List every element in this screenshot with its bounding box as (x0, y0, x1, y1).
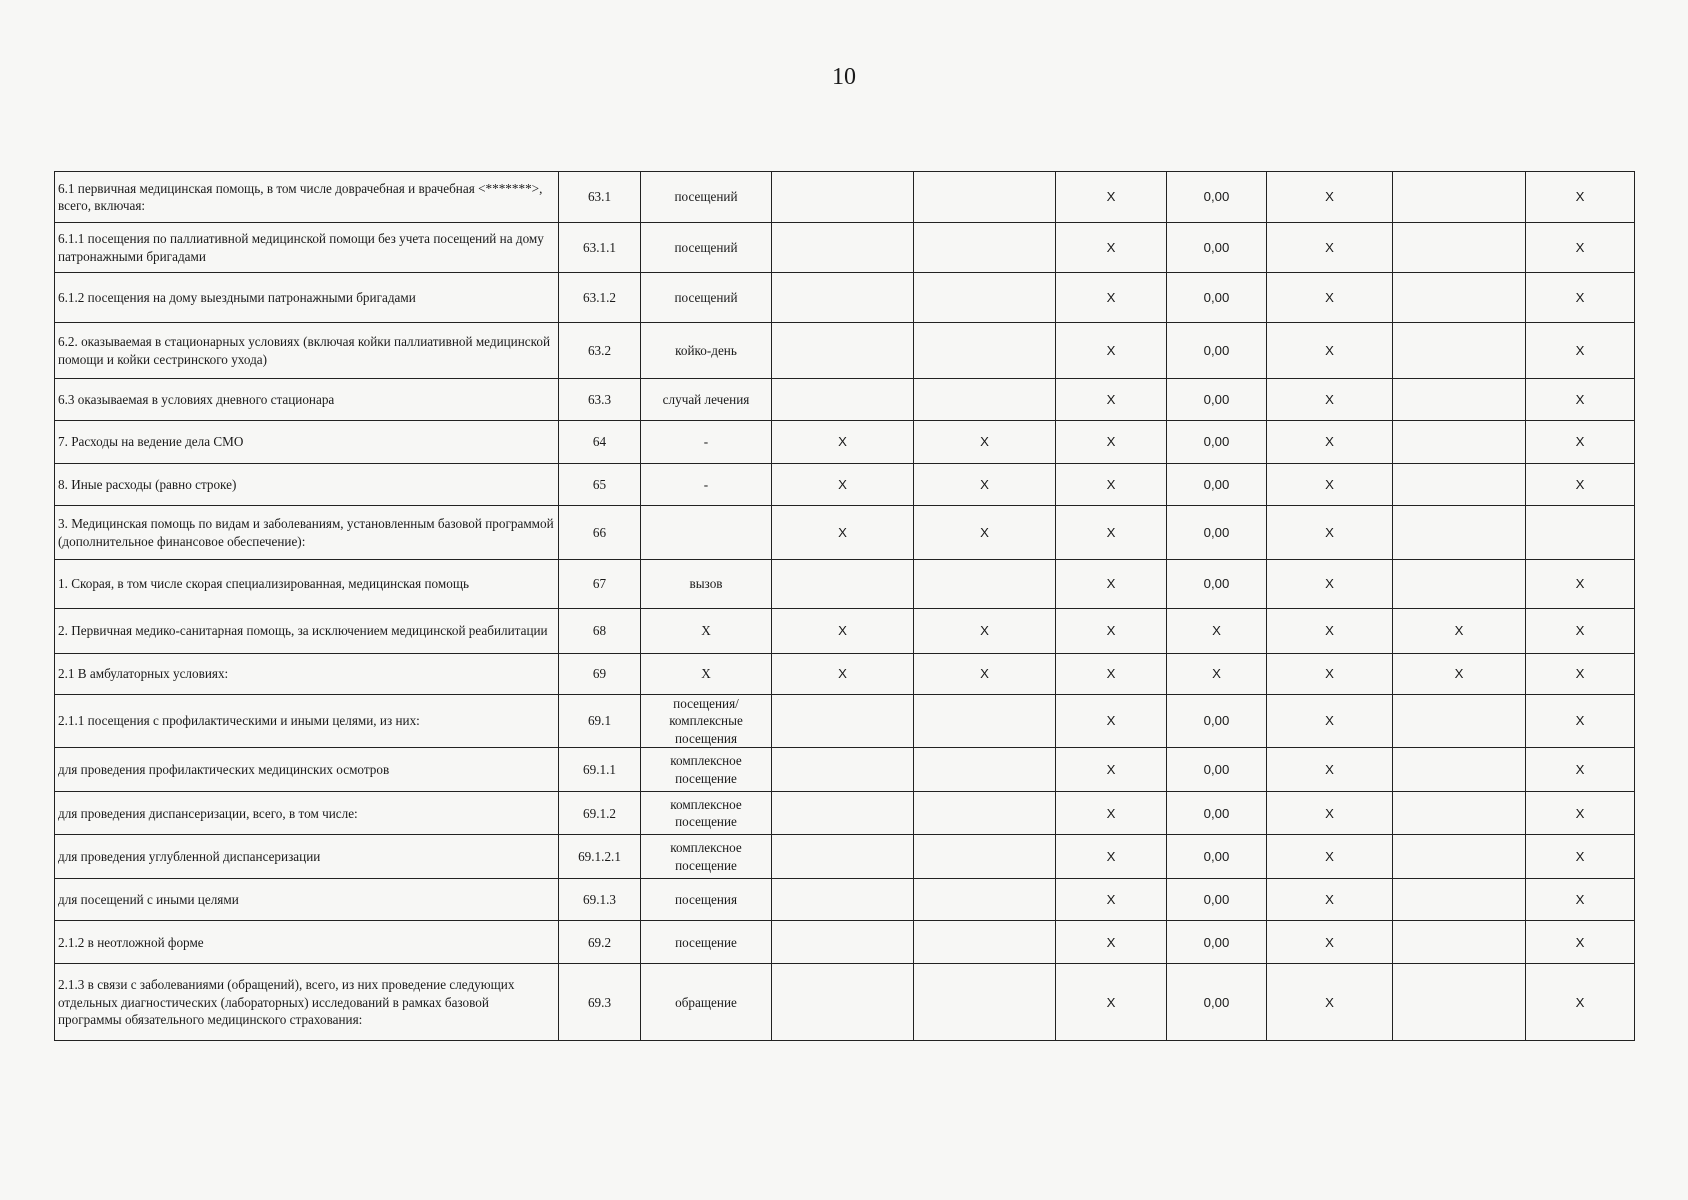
table-row (55, 379, 1635, 421)
value-cell-6 (1393, 421, 1526, 464)
value-cell-3: X (1056, 560, 1167, 609)
row-name-cell: 8. Иные расходы (равно строке) (55, 464, 559, 506)
value-cell-3: X (1056, 273, 1167, 323)
value-cell-6: X (1393, 609, 1526, 654)
table-row (55, 835, 1635, 879)
value-cell-2 (914, 964, 1056, 1041)
page-number: 10 (832, 64, 856, 90)
row-code-cell: 68 (559, 609, 641, 654)
row-name-cell: 3. Медицинская помощь по видам и заболеваниям, установленным базовой программой (дополнительное финансовое обеспечение): (55, 506, 559, 560)
value-cell-3: X (1056, 421, 1167, 464)
value-cell-3: X (1056, 609, 1167, 654)
value-cell-2: X (914, 464, 1056, 506)
value-cell-5: X (1267, 879, 1393, 921)
value-cell-5: X (1267, 835, 1393, 879)
row-code-cell: 69.1 (559, 695, 641, 748)
value-cell-2 (914, 921, 1056, 964)
value-cell-7: X (1526, 654, 1635, 695)
value-cell-1 (772, 223, 914, 273)
value-cell-2: X (914, 421, 1056, 464)
value-cell-3: X (1056, 654, 1167, 695)
value-cell-7: X (1526, 223, 1635, 273)
table-row (55, 421, 1635, 464)
value-cell-1 (772, 379, 914, 421)
value-cell-4: 0,00 (1167, 172, 1267, 223)
table-row (55, 223, 1635, 273)
row-code-cell: 69.2 (559, 921, 641, 964)
value-cell-2 (914, 223, 1056, 273)
row-code-cell: 64 (559, 421, 641, 464)
value-cell-4: 0,00 (1167, 695, 1267, 748)
value-cell-6 (1393, 273, 1526, 323)
table-row (55, 792, 1635, 835)
table-row (55, 506, 1635, 560)
value-cell-1 (772, 748, 914, 792)
value-cell-7: X (1526, 560, 1635, 609)
value-cell-1 (772, 835, 914, 879)
value-cell-2 (914, 323, 1056, 379)
value-cell-1: X (772, 506, 914, 560)
value-cell-4: 0,00 (1167, 223, 1267, 273)
value-cell-7: X (1526, 273, 1635, 323)
value-cell-7: X (1526, 379, 1635, 421)
row-unit-cell: - (641, 464, 772, 506)
value-cell-2 (914, 695, 1056, 748)
table-row (55, 748, 1635, 792)
value-cell-4: 0,00 (1167, 273, 1267, 323)
value-cell-1 (772, 273, 914, 323)
value-cell-7: X (1526, 695, 1635, 748)
data-table (54, 171, 1635, 1041)
value-cell-6 (1393, 748, 1526, 792)
row-code-cell: 63.1.2 (559, 273, 641, 323)
row-code-cell: 69.1.1 (559, 748, 641, 792)
value-cell-3: X (1056, 835, 1167, 879)
row-code-cell: 69.1.3 (559, 879, 641, 921)
value-cell-2 (914, 273, 1056, 323)
value-cell-5: X (1267, 172, 1393, 223)
value-cell-4: 0,00 (1167, 879, 1267, 921)
value-cell-6 (1393, 172, 1526, 223)
value-cell-1: X (772, 464, 914, 506)
value-cell-7: X (1526, 835, 1635, 879)
row-unit-cell: посещение (641, 921, 772, 964)
value-cell-6: X (1393, 654, 1526, 695)
value-cell-5: X (1267, 695, 1393, 748)
value-cell-6 (1393, 223, 1526, 273)
value-cell-4: X (1167, 609, 1267, 654)
row-unit-cell: обращение (641, 964, 772, 1041)
value-cell-1 (772, 323, 914, 379)
table-row (55, 609, 1635, 654)
value-cell-5: X (1267, 223, 1393, 273)
value-cell-5: X (1267, 323, 1393, 379)
row-name-cell: 6.2. оказываемая в стационарных условиях (включая койки паллиативной медицинской помощи и койки сестринского ухода) (55, 323, 559, 379)
row-code-cell: 69.1.2.1 (559, 835, 641, 879)
value-cell-1 (772, 172, 914, 223)
table-row (55, 172, 1635, 223)
value-cell-3: X (1056, 748, 1167, 792)
value-cell-1: X (772, 421, 914, 464)
row-name-cell: для проведения профилактических медицинских осмотров (55, 748, 559, 792)
value-cell-1: X (772, 654, 914, 695)
value-cell-4: 0,00 (1167, 323, 1267, 379)
row-name-cell: 2.1.1 посещения с профилактическими и иными целями, из них: (55, 695, 559, 748)
value-cell-2 (914, 560, 1056, 609)
table-row (55, 654, 1635, 695)
value-cell-4: X (1167, 654, 1267, 695)
table-row (55, 879, 1635, 921)
value-cell-2 (914, 792, 1056, 835)
row-unit-cell: посещения/ комплексные посещения (641, 695, 772, 748)
value-cell-1 (772, 792, 914, 835)
row-code-cell: 66 (559, 506, 641, 560)
value-cell-7 (1526, 506, 1635, 560)
value-cell-4: 0,00 (1167, 835, 1267, 879)
value-cell-3: X (1056, 792, 1167, 835)
row-code-cell: 69.3 (559, 964, 641, 1041)
value-cell-2 (914, 835, 1056, 879)
value-cell-1 (772, 964, 914, 1041)
value-cell-3: X (1056, 223, 1167, 273)
table-row (55, 273, 1635, 323)
value-cell-7: X (1526, 323, 1635, 379)
table-row (55, 464, 1635, 506)
row-unit-cell: койко-день (641, 323, 772, 379)
row-unit-cell (641, 506, 772, 560)
value-cell-4: 0,00 (1167, 464, 1267, 506)
value-cell-2: X (914, 609, 1056, 654)
row-name-cell: 6.1.2 посещения на дому выездными патронажными бригадами (55, 273, 559, 323)
value-cell-1 (772, 560, 914, 609)
row-code-cell: 69.1.2 (559, 792, 641, 835)
row-unit-cell: посещения (641, 879, 772, 921)
value-cell-5: X (1267, 379, 1393, 421)
row-unit-cell: посещений (641, 223, 772, 273)
value-cell-4: 0,00 (1167, 921, 1267, 964)
value-cell-3: X (1056, 964, 1167, 1041)
value-cell-6 (1393, 323, 1526, 379)
value-cell-3: X (1056, 379, 1167, 421)
value-cell-5: X (1267, 921, 1393, 964)
value-cell-2: X (914, 654, 1056, 695)
value-cell-6 (1393, 506, 1526, 560)
row-name-cell: для посещений с иными целями (55, 879, 559, 921)
row-unit-cell: - (641, 421, 772, 464)
value-cell-6 (1393, 879, 1526, 921)
value-cell-4: 0,00 (1167, 421, 1267, 464)
table-row (55, 560, 1635, 609)
value-cell-6 (1393, 695, 1526, 748)
value-cell-7: X (1526, 792, 1635, 835)
row-unit-cell: комплексное посещение (641, 835, 772, 879)
value-cell-5: X (1267, 792, 1393, 835)
value-cell-7: X (1526, 879, 1635, 921)
row-code-cell: 63.3 (559, 379, 641, 421)
value-cell-7: X (1526, 464, 1635, 506)
row-name-cell: 2.1.3 в связи с заболеваниями (обращений), всего, из них проведение следующих отдельных диагностических (лабораторных) исследований в рамках базовой программы обязательного медицинского страхования: (55, 964, 559, 1041)
value-cell-4: 0,00 (1167, 792, 1267, 835)
row-code-cell: 67 (559, 560, 641, 609)
value-cell-2: X (914, 506, 1056, 560)
value-cell-2 (914, 879, 1056, 921)
value-cell-1 (772, 879, 914, 921)
value-cell-6 (1393, 379, 1526, 421)
value-cell-6 (1393, 835, 1526, 879)
row-name-cell: для проведения диспансеризации, всего, в том числе: (55, 792, 559, 835)
value-cell-2 (914, 379, 1056, 421)
row-unit-cell: случай лечения (641, 379, 772, 421)
row-code-cell: 65 (559, 464, 641, 506)
value-cell-4: 0,00 (1167, 379, 1267, 421)
row-name-cell: для проведения углубленной диспансеризации (55, 835, 559, 879)
value-cell-3: X (1056, 172, 1167, 223)
row-unit-cell: вызов (641, 560, 772, 609)
value-cell-7: X (1526, 964, 1635, 1041)
row-name-cell: 6.1.1 посещения по паллиативной медицинской помощи без учета посещений на дому патронажными бригадами (55, 223, 559, 273)
value-cell-6 (1393, 464, 1526, 506)
row-code-cell: 69 (559, 654, 641, 695)
value-cell-3: X (1056, 695, 1167, 748)
value-cell-7: X (1526, 921, 1635, 964)
value-cell-7: X (1526, 609, 1635, 654)
row-name-cell: 6.1 первичная медицинская помощь, в том числе доврачебная и врачебная <*******>, всего, включая: (55, 172, 559, 223)
value-cell-4: 0,00 (1167, 560, 1267, 609)
value-cell-3: X (1056, 323, 1167, 379)
value-cell-5: X (1267, 560, 1393, 609)
value-cell-6 (1393, 964, 1526, 1041)
value-cell-3: X (1056, 506, 1167, 560)
row-unit-cell: посещений (641, 172, 772, 223)
value-cell-4: 0,00 (1167, 506, 1267, 560)
value-cell-5: X (1267, 964, 1393, 1041)
table-row (55, 964, 1635, 1041)
value-cell-5: X (1267, 506, 1393, 560)
value-cell-6 (1393, 792, 1526, 835)
value-cell-4: 0,00 (1167, 748, 1267, 792)
row-code-cell: 63.1 (559, 172, 641, 223)
table-row (55, 323, 1635, 379)
value-cell-4: 0,00 (1167, 964, 1267, 1041)
value-cell-1 (772, 921, 914, 964)
value-cell-5: X (1267, 654, 1393, 695)
value-cell-5: X (1267, 464, 1393, 506)
value-cell-2 (914, 748, 1056, 792)
value-cell-5: X (1267, 273, 1393, 323)
row-unit-cell: комплексное посещение (641, 792, 772, 835)
value-cell-5: X (1267, 609, 1393, 654)
row-name-cell: 2.1.2 в неотложной форме (55, 921, 559, 964)
row-name-cell: 6.3 оказываемая в условиях дневного стационара (55, 379, 559, 421)
value-cell-6 (1393, 560, 1526, 609)
value-cell-6 (1393, 921, 1526, 964)
value-cell-7: X (1526, 172, 1635, 223)
row-unit-cell: X (641, 609, 772, 654)
row-unit-cell: посещений (641, 273, 772, 323)
value-cell-5: X (1267, 421, 1393, 464)
value-cell-3: X (1056, 879, 1167, 921)
row-name-cell: 7. Расходы на ведение дела СМО (55, 421, 559, 464)
value-cell-5: X (1267, 748, 1393, 792)
row-unit-cell: X (641, 654, 772, 695)
table-row (55, 921, 1635, 964)
value-cell-3: X (1056, 921, 1167, 964)
row-name-cell: 2.1 В амбулаторных условиях: (55, 654, 559, 695)
table-body (55, 172, 1635, 1041)
value-cell-1: X (772, 609, 914, 654)
value-cell-2 (914, 172, 1056, 223)
row-unit-cell: комплексное посещение (641, 748, 772, 792)
value-cell-7: X (1526, 421, 1635, 464)
row-code-cell: 63.1.1 (559, 223, 641, 273)
value-cell-1 (772, 695, 914, 748)
row-code-cell: 63.2 (559, 323, 641, 379)
row-name-cell: 2. Первичная медико-санитарная помощь, за исключением медицинской реабилитации (55, 609, 559, 654)
value-cell-3: X (1056, 464, 1167, 506)
table-row (55, 695, 1635, 748)
row-name-cell: 1. Скорая, в том числе скорая специализированная, медицинская помощь (55, 560, 559, 609)
value-cell-7: X (1526, 748, 1635, 792)
